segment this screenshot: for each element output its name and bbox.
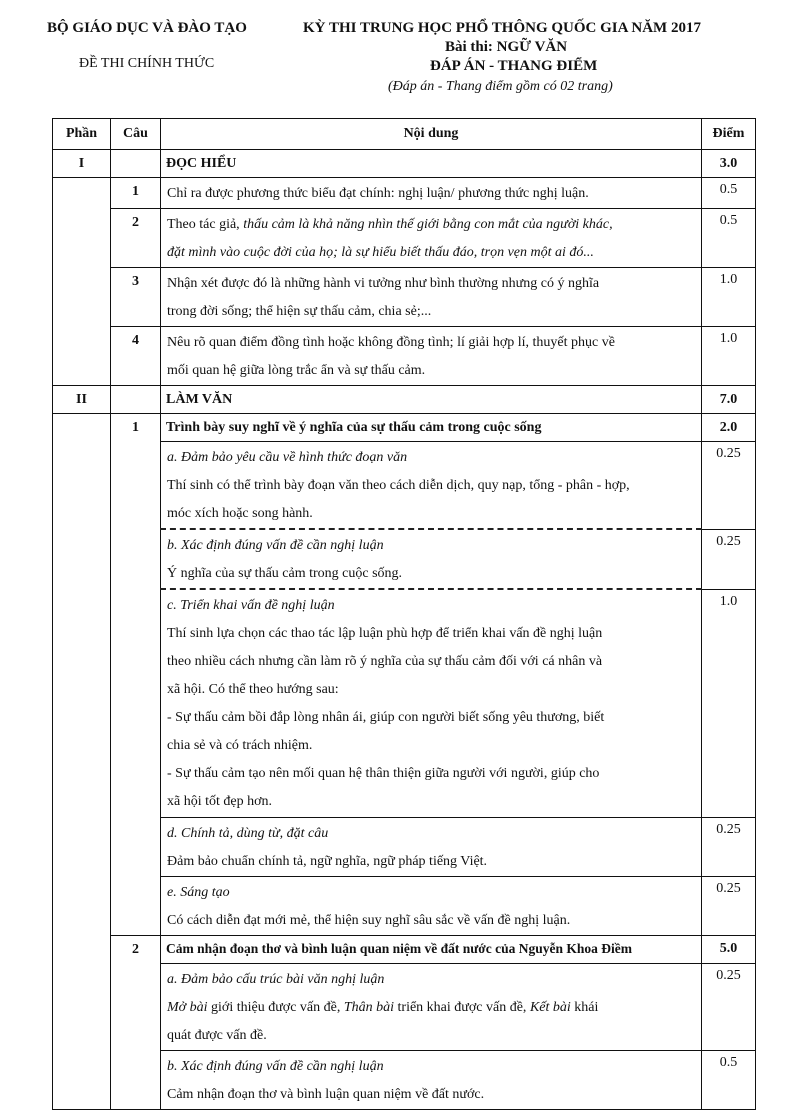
criterion-content: b. Xác định đúng vấn đề cần nghị luận Ý nghĩa của sự thấu cảm trong cuộc sống. bbox=[161, 529, 702, 589]
criterion-score: 1.0 bbox=[702, 589, 756, 817]
question-title: Trình bày suy nghĩ về ý nghĩa của sự thấu cảm trong cuộc sống bbox=[161, 414, 702, 442]
criterion-score: 0.25 bbox=[702, 817, 756, 876]
answer-content: Nêu rõ quan điểm đồng tình hoặc không đồng tình; lí giải hợp lí, thuyết phục về mối quan hệ giữa lòng trắc ẩn và sự thấu cảm. bbox=[161, 327, 702, 386]
table-row bbox=[53, 178, 756, 209]
table-header-row bbox=[53, 119, 756, 150]
answer-key-table bbox=[52, 118, 756, 1110]
header-part: Phần bbox=[53, 119, 111, 150]
part-score: 7.0 bbox=[702, 386, 756, 414]
question-score: 5.0 bbox=[702, 935, 756, 963]
criterion-score: 0.25 bbox=[702, 876, 756, 935]
answer-content: Nhận xét được đó là những hành vi tưởng như bình thường nhưng có ý nghĩa trong đời sống; thể hiện sự thấu cảm, chia sẻ;... bbox=[161, 268, 702, 327]
question-number: 4 bbox=[111, 327, 161, 386]
subject-label: Bài thi: NGỮ VĂN bbox=[445, 39, 568, 55]
answer-content: Chỉ ra được phương thức biểu đạt chính: nghị luận/ phương thức nghị luận. bbox=[161, 178, 702, 209]
part-label: I bbox=[53, 150, 111, 178]
question-score: 2.0 bbox=[702, 414, 756, 442]
answer-key-title: ĐÁP ÁN - THANG ĐIỂM bbox=[430, 58, 598, 74]
table-row bbox=[53, 414, 756, 442]
table-row bbox=[53, 209, 756, 268]
question-number: 2 bbox=[111, 935, 161, 1109]
table-row bbox=[53, 327, 756, 386]
part-label: II bbox=[53, 386, 111, 414]
criterion-content: b. Xác định đúng vấn đề cần nghị luận Cảm nhận đoạn thơ và bình luận quan niệm về đất nước. bbox=[161, 1050, 702, 1109]
question-number: 2 bbox=[111, 209, 161, 268]
question-number: 1 bbox=[111, 414, 161, 936]
header-content: Nội dung bbox=[161, 119, 702, 150]
part-score: 3.0 bbox=[702, 150, 756, 178]
criterion-content: a. Đảm bảo yêu cầu về hình thức đoạn văn Thí sinh có thể trình bày đoạn văn theo cách diễn dịch, quy nạp, tổng - phân - hợp, móc xích hoặc song hành. bbox=[161, 442, 702, 530]
ministry-name: BỘ GIÁO DỤC VÀ ĐÀO TẠO bbox=[47, 20, 247, 36]
answer-score: 0.5 bbox=[702, 209, 756, 268]
criterion-score: 0.25 bbox=[702, 963, 756, 1050]
criterion-score: 0.25 bbox=[702, 442, 756, 530]
exam-title: KỲ THI TRUNG HỌC PHỔ THÔNG QUỐC GIA NĂM 2017 bbox=[303, 20, 701, 36]
official-exam-label: ĐỀ THI CHÍNH THỨC bbox=[79, 56, 215, 71]
table-row bbox=[53, 268, 756, 327]
page-count-note: (Đáp án - Thang điểm gồm có 02 trang) bbox=[388, 79, 613, 94]
answer-score: 1.0 bbox=[702, 268, 756, 327]
criterion-content: a. Đảm bảo cấu trúc bài văn nghị luận Mở bài giới thiệu được vấn đề, Thân bài triển khai được vấn đề, Kết bài khái quát được vấn đề. bbox=[161, 963, 702, 1050]
part-title: LÀM VĂN bbox=[161, 386, 702, 414]
part-row bbox=[53, 150, 756, 178]
answer-content: Theo tác giả, thấu cảm là khả năng nhìn thế giới bằng con mắt của người khác, đặt mình vào cuộc đời của họ; là sự hiểu biết thấu đáo, trọn vẹn một ai đó... bbox=[161, 209, 702, 268]
criterion-content: c. Triển khai vấn đề nghị luận Thí sinh lựa chọn các thao tác lập luận phù hợp để triển khai vấn đề nghị luận theo nhiều cách nhưng cần làm rõ ý nghĩa của sự thấu cảm đối với cá nhân và xã hội. Có thể theo hướng sau: - Sự thấu cảm bồi đắp lòng nhân ái, giúp con người biết sống yêu thương, biết chia sẻ và có trách nhiệm. - Sự thấu cảm tạo nên mối quan hệ thân thiện giữa người với người, giúp cho xã hội tốt đẹp hơn. bbox=[161, 589, 702, 817]
answer-score: 0.5 bbox=[702, 178, 756, 209]
criterion-content: d. Chính tả, dùng từ, đặt câu Đảm bảo chuẩn chính tả, ngữ nghĩa, ngữ pháp tiếng Việt. bbox=[161, 817, 702, 876]
question-title: Cảm nhận đoạn thơ và bình luận quan niệm về đất nước của Nguyễn Khoa Điềm bbox=[161, 935, 702, 963]
criterion-score: 0.25 bbox=[702, 529, 756, 589]
criterion-content: e. Sáng tạo Có cách diễn đạt mới mẻ, thể hiện suy nghĩ sâu sắc về vấn đề nghị luận. bbox=[161, 876, 702, 935]
part-title: ĐỌC HIỂU bbox=[161, 150, 702, 178]
header-question: Câu bbox=[111, 119, 161, 150]
header-score: Điểm bbox=[702, 119, 756, 150]
question-number: 3 bbox=[111, 268, 161, 327]
part-row bbox=[53, 386, 756, 414]
question-number: 1 bbox=[111, 178, 161, 209]
table-row bbox=[53, 935, 756, 963]
criterion-score: 0.5 bbox=[702, 1050, 756, 1109]
answer-score: 1.0 bbox=[702, 327, 756, 386]
